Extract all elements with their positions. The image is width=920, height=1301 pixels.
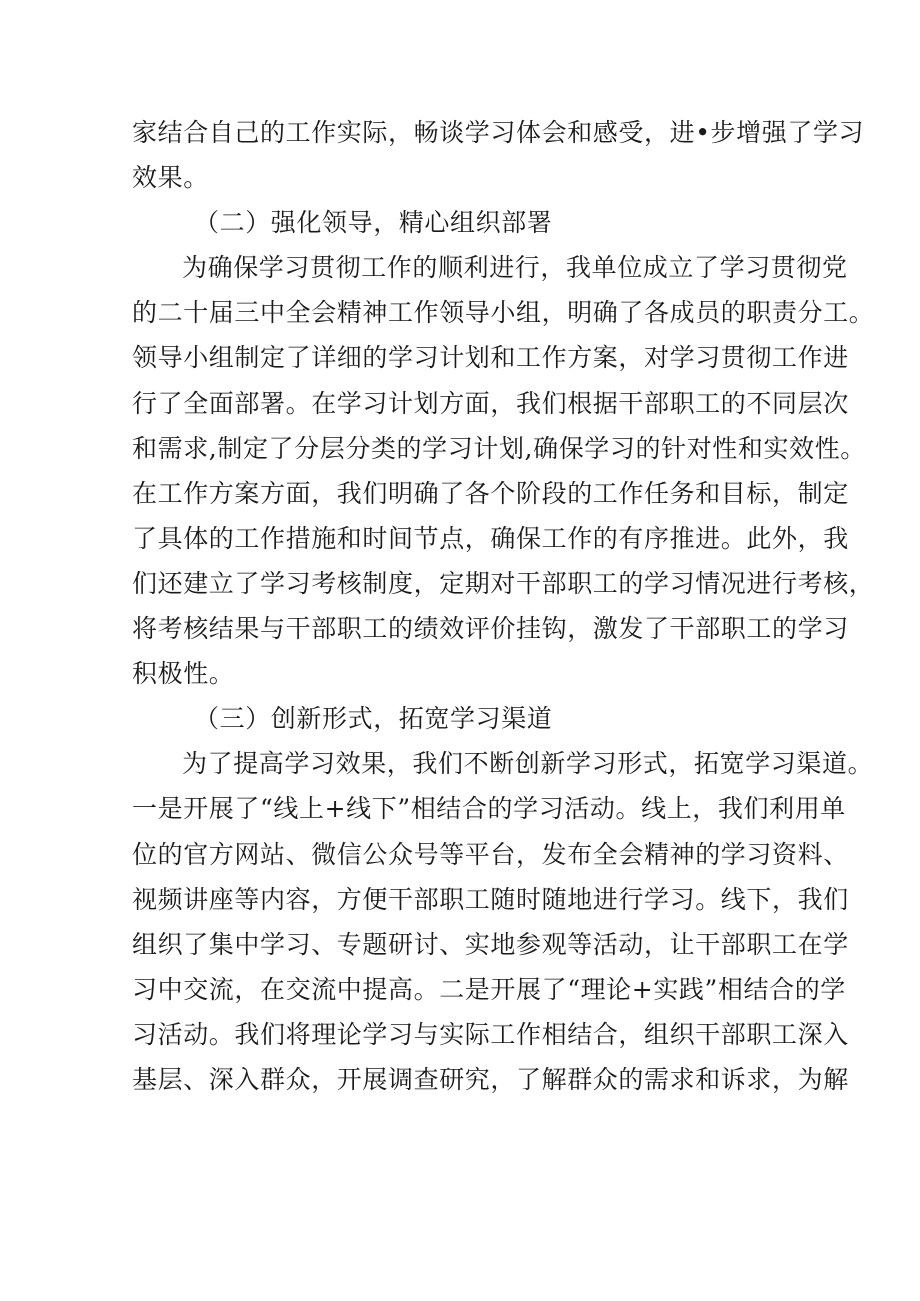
section-heading-2	[132, 200, 792, 245]
text-line: 组织了集中学习、专题研讨、实地参观等活动，让干部职工在学	[132, 929, 849, 959]
heading-text: （三）创新形式，拓宽学习渠道	[194, 704, 553, 734]
document-body	[132, 110, 875, 1102]
text-line: 为了提高学习效果，我们不断创新学习形式，拓宽学习渠道。	[182, 749, 874, 779]
paragraph-continuation	[132, 110, 865, 200]
text-line: 了具体的工作措施和时间节点，确保工作的有序推进。此外，我	[132, 523, 849, 553]
paragraph-innovation	[132, 741, 874, 1102]
text-line: 基层、深入群众，开展调查研究，了解群众的需求和诉求，为解	[132, 1064, 849, 1094]
text-line: 领导小组制定了详细的学习计划和工作方案，对学习贯彻工作进	[132, 343, 849, 373]
text-line: 习中交流，在交流中提高。二是开展了“理论+实践”相结合的学	[132, 974, 846, 1004]
text-line: 家结合自己的工作实际，畅谈学习体会和感受，进•步增强了学习	[132, 118, 865, 147]
text-line: 习活动。我们将理论学习与实际工作相结合，组织干部职工深入	[132, 1019, 849, 1049]
text-line: 积极性。	[132, 659, 235, 689]
text-line: 将考核结果与干部职工的绩效评价挂钩，激发了干部职工的学习	[132, 614, 849, 644]
text-line: 视频讲座等内容，方便干部职工随时随地进行学习。线下，我们	[132, 884, 849, 914]
text-line: 和需求,制定了分层分类的学习计划,确保学习的针对性和实效性。	[132, 433, 866, 463]
text-line: 位的官方网站、微信公众号等平台，发布全会精神的学习资料、	[132, 839, 849, 869]
text-line: 们还建立了学习考核制度，定期对干部职工的学习情况进行考核，	[132, 568, 875, 598]
text-line: 一是开展了“线上+线下”相结合的学习活动。线上，我们利用单	[132, 794, 846, 824]
text-line: 为确保学习贯彻工作的顺利进行，我单位成立了学习贯彻党	[182, 253, 848, 283]
heading-text: （二）强化领导，精心组织部署	[194, 208, 553, 238]
text-line: 在工作方案方面，我们明确了各个阶段的工作任务和目标，制定	[132, 478, 849, 508]
text-line: 效果。	[132, 163, 209, 193]
section-heading-3	[132, 696, 792, 741]
text-line: 行了全面部署。在学习计划方面，我们根据干部职工的不同层次	[132, 388, 849, 418]
paragraph-leadership	[132, 245, 875, 696]
text-line: 的二十届三中全会精神工作领导小组，明确了各成员的职责分工。	[132, 298, 875, 328]
